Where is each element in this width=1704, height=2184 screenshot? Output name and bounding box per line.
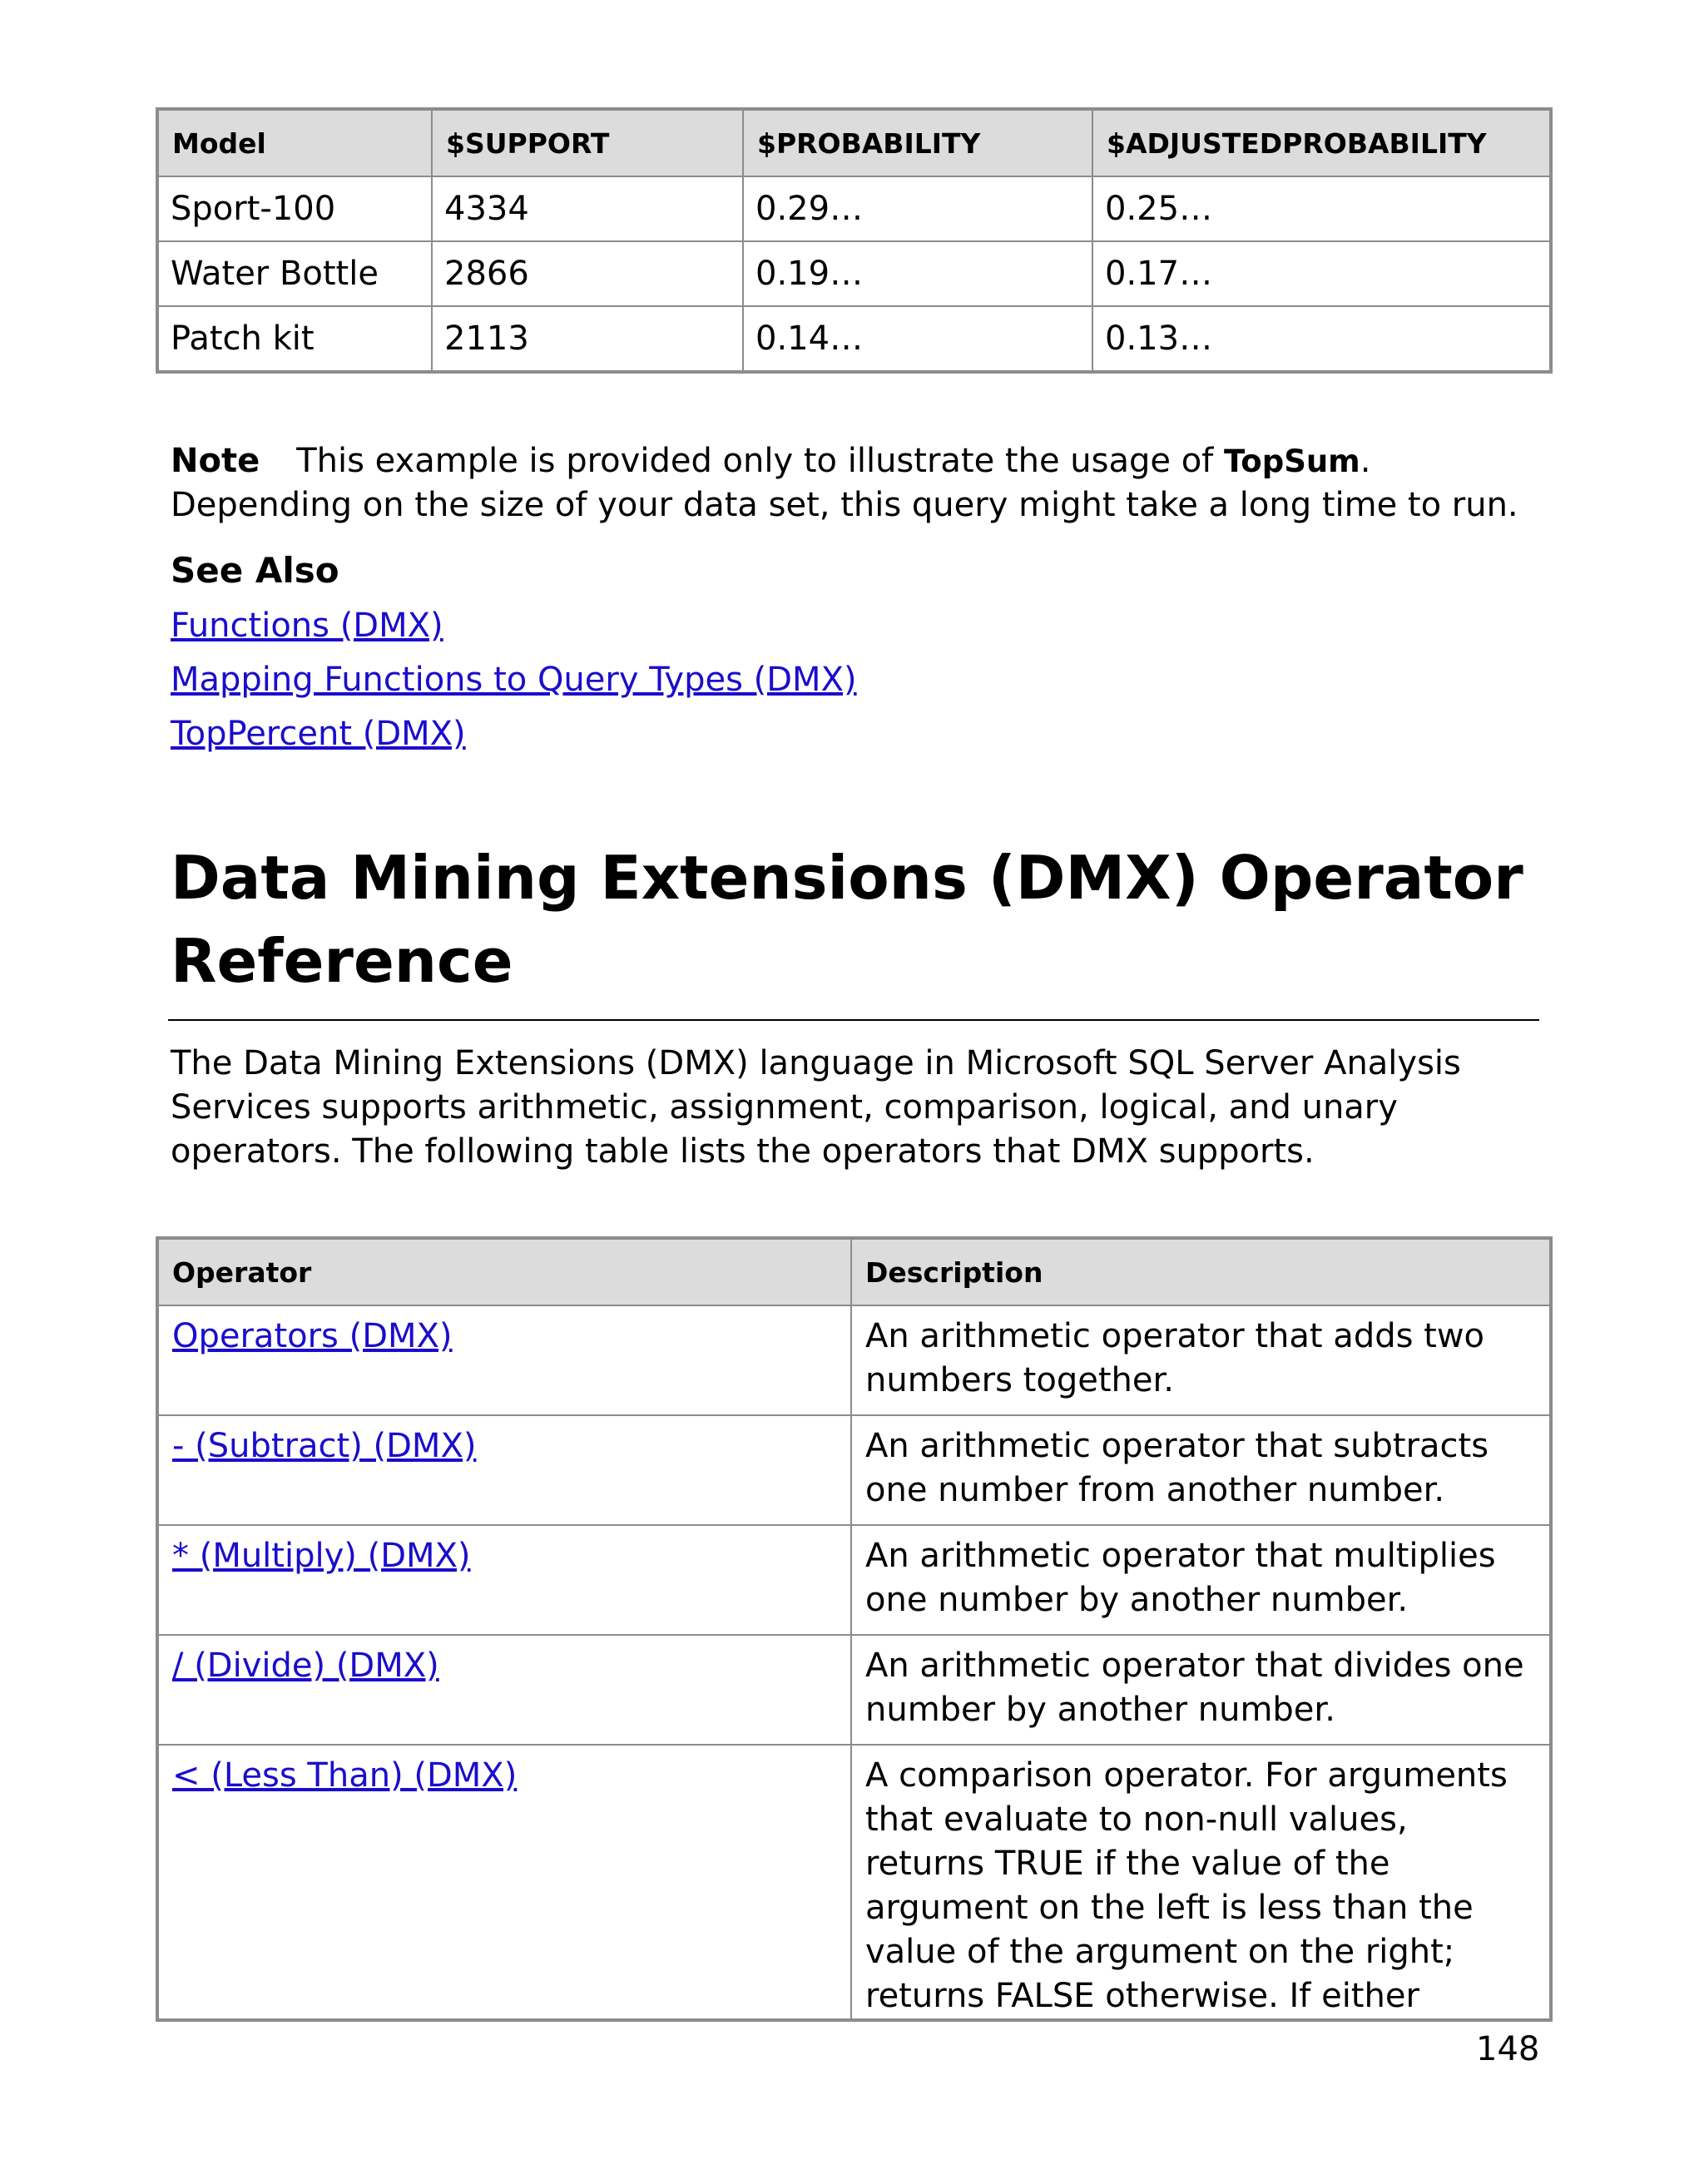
note-label: Note bbox=[171, 442, 260, 480]
link-functions-dmx[interactable]: Functions (DMX) bbox=[171, 607, 443, 645]
operator-link-subtract[interactable]: - (Subtract) (DMX) bbox=[172, 1427, 477, 1465]
link-mapping-functions-to-query-types[interactable]: Mapping Functions to Query Types (DMX) bbox=[171, 661, 857, 699]
operator-link-less-than[interactable]: < (Less Than) (DMX) bbox=[172, 1756, 518, 1795]
table-row bbox=[157, 306, 1551, 372]
note-text-after: . Depending on the size of your data set, this query might take a long time to run. bbox=[171, 442, 1518, 524]
title-divider bbox=[168, 1019, 1539, 1021]
table-row bbox=[157, 1635, 1551, 1745]
column-header-model: Model bbox=[157, 109, 432, 176]
description-cell: A comparison operator. For arguments that evaluate to non-null values, returns TRUE if the value of the argument on the left is less than the value of the argument on the right; returns FALSE otherwise. If either bbox=[851, 1745, 1551, 2020]
topsum-results-table bbox=[156, 107, 1553, 374]
section-title: Data Mining Extensions (DMX) Operator Reference bbox=[171, 843, 1523, 996]
note-paragraph bbox=[171, 439, 1552, 527]
see-also-heading: See Also bbox=[171, 550, 339, 591]
note-keyword: TopSum bbox=[1223, 443, 1360, 479]
see-also-links bbox=[171, 607, 857, 769]
note-text-before: This example is provided only to illustrate the usage of bbox=[296, 442, 1224, 480]
table-row bbox=[157, 1305, 1551, 1415]
table-row bbox=[157, 241, 1551, 306]
operator-cell bbox=[157, 1415, 851, 1525]
table-row bbox=[157, 1745, 1551, 2020]
operator-cell bbox=[157, 1745, 851, 2020]
operator-table bbox=[156, 1236, 1553, 2022]
adjusted-probability-cell: 0.25… bbox=[1092, 176, 1551, 241]
table-header-row bbox=[157, 1238, 1551, 1305]
support-cell: 4334 bbox=[432, 176, 743, 241]
operator-link-multiply[interactable]: * (Multiply) (DMX) bbox=[172, 1537, 471, 1575]
operator-link-add[interactable]: Operators (DMX) bbox=[172, 1317, 453, 1355]
model-cell: Patch kit bbox=[157, 306, 432, 372]
operator-cell bbox=[157, 1305, 851, 1415]
probability-cell: 0.29… bbox=[743, 176, 1092, 241]
adjusted-probability-cell: 0.13… bbox=[1092, 306, 1551, 372]
table-row bbox=[157, 176, 1551, 241]
operator-link-divide[interactable]: / (Divide) (DMX) bbox=[172, 1647, 439, 1685]
column-header-adjusted-probability: $ADJUSTEDPROBABILITY bbox=[1092, 109, 1551, 176]
adjusted-probability-cell: 0.17… bbox=[1092, 241, 1551, 306]
description-cell: An arithmetic operator that adds two numbers together. bbox=[851, 1305, 1551, 1415]
operator-cell bbox=[157, 1525, 851, 1635]
probability-cell: 0.14… bbox=[743, 306, 1092, 372]
table-row bbox=[157, 1525, 1551, 1635]
model-cell: Sport-100 bbox=[157, 176, 432, 241]
support-cell: 2113 bbox=[432, 306, 743, 372]
description-cell: An arithmetic operator that subtracts one number from another number. bbox=[851, 1415, 1551, 1525]
section-intro: The Data Mining Extensions (DMX) language in Microsoft SQL Server Analysis Services supports arithmetic, assignment, comparison, logical, and unary operators. The following table lists the operators that DMX supports. bbox=[171, 1044, 1461, 1171]
table-row bbox=[157, 1415, 1551, 1525]
probability-cell: 0.19… bbox=[743, 241, 1092, 306]
operator-cell bbox=[157, 1635, 851, 1745]
support-cell: 2866 bbox=[432, 241, 743, 306]
description-cell: An arithmetic operator that multiplies one number by another number. bbox=[851, 1525, 1551, 1635]
description-cell: An arithmetic operator that divides one number by another number. bbox=[851, 1635, 1551, 1745]
column-header-support: $SUPPORT bbox=[432, 109, 743, 176]
column-header-probability: $PROBABILITY bbox=[743, 109, 1092, 176]
table-header-row bbox=[157, 109, 1551, 176]
column-header-description: Description bbox=[851, 1238, 1551, 1305]
link-toppercent-dmx[interactable]: TopPercent (DMX) bbox=[171, 715, 466, 753]
column-header-operator: Operator bbox=[157, 1238, 851, 1305]
page-number: 148 bbox=[1476, 2030, 1540, 2068]
model-cell: Water Bottle bbox=[157, 241, 432, 306]
